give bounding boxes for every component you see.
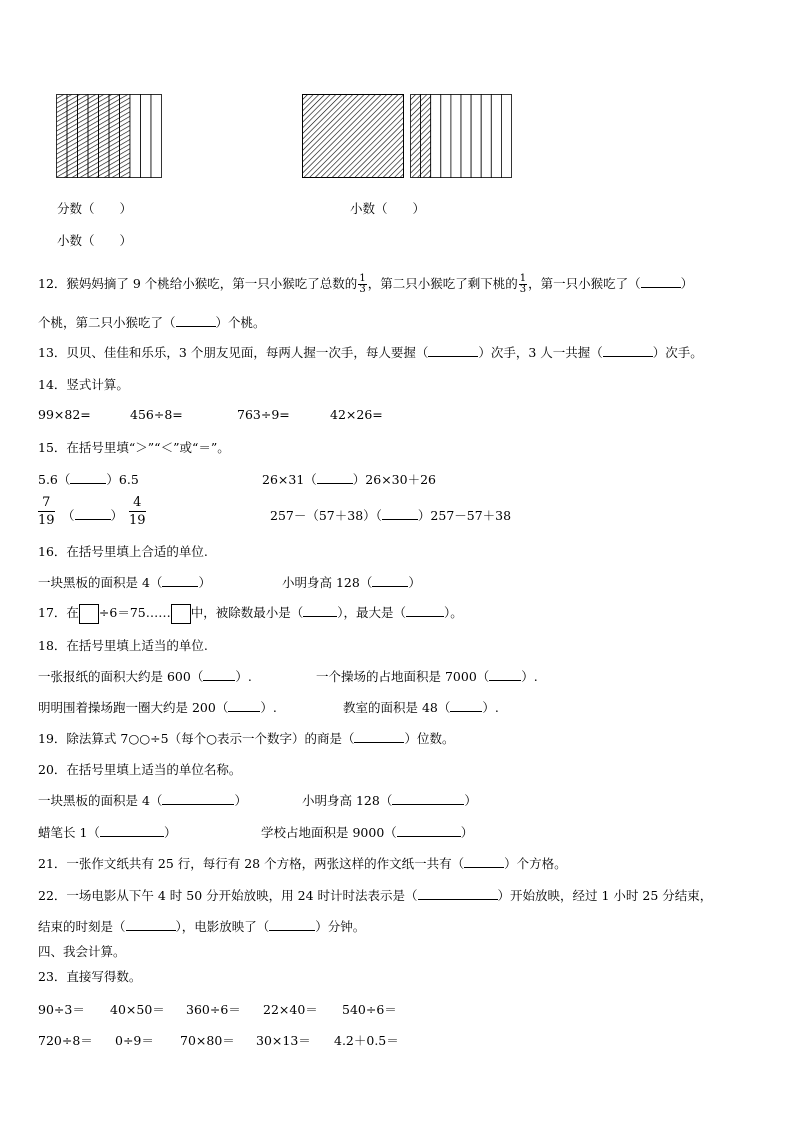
oral-calc-item: 40×50＝ xyxy=(110,1002,165,1017)
answer-blank[interactable] xyxy=(428,345,478,357)
calc-item: 99×82= xyxy=(38,407,91,422)
question-19: 19．除法算式 7○○÷5（每个○表示一个数字）的商是（ ）位数。 xyxy=(38,731,455,746)
oral-calc-item: 360÷6＝ xyxy=(186,1002,241,1017)
shaded-stripe xyxy=(120,95,131,178)
blank-stripe xyxy=(431,95,441,178)
compare-item: （ ） xyxy=(62,508,124,523)
shaded-stripe xyxy=(99,95,110,178)
oral-calc-item: 0÷9＝ xyxy=(115,1033,154,1048)
compare-item: 5.6（ ）6.5 xyxy=(38,472,139,487)
oral-calc-item: 4.2＋0.5＝ xyxy=(334,1033,399,1048)
fig2-decimal-label: 小数（ ） xyxy=(350,201,426,216)
shaded-whole-square xyxy=(303,95,404,178)
shaded-stripe xyxy=(411,95,421,178)
question-15-title: 15．在括号里填“＞”“＜”或“＝”。 xyxy=(38,440,230,455)
answer-blank[interactable] xyxy=(382,508,418,520)
answer-blank[interactable] xyxy=(418,888,498,900)
answer-blank[interactable] xyxy=(75,508,111,520)
answer-blank[interactable] xyxy=(203,669,235,681)
blank-stripe xyxy=(491,95,501,178)
question-22-line2: 结束的时刻是（ ），电影放映了（ ）分钟。 xyxy=(38,919,366,934)
answer-blank[interactable] xyxy=(406,605,444,617)
fraction-one-third: $\frac{1}{3}$ xyxy=(359,273,366,295)
compare-item: 257－（57＋38）（ ）257－57＋38 xyxy=(270,508,512,523)
fill-unit-item: 小明身高 128（ ） xyxy=(282,575,421,590)
blank-stripe xyxy=(130,95,141,178)
answer-blank[interactable] xyxy=(450,700,482,712)
fraction-4-19: $\frac{4}{19}$ xyxy=(129,495,146,528)
question-18-title: 18．在括号里填上适当的单位. xyxy=(38,638,208,653)
shaded-stripe xyxy=(78,95,89,178)
calc-item: 763÷9= xyxy=(237,407,290,422)
question-23-title: 23．直接写得数。 xyxy=(38,969,142,984)
answer-blank[interactable] xyxy=(392,793,464,805)
answer-blank[interactable] xyxy=(162,793,234,805)
calc-item: 456÷8= xyxy=(130,407,183,422)
question-12: 12．猴妈妈摘了 9 个桃给小猴吃，第一只小猴吃了总数的 $\frac{1}{3}$ ，第二只小猴吃了剩下桃的 $\frac{1}{3}$ ，第一只小猴吃了（ ） xyxy=(38,273,694,295)
shaded-stripe xyxy=(109,95,120,178)
blank-stripe xyxy=(151,95,162,178)
shaded-stripe xyxy=(88,95,99,178)
calc-item: 42×26= xyxy=(330,407,383,422)
blank-stripe xyxy=(461,95,471,178)
oral-calc-item: 540÷6＝ xyxy=(342,1002,397,1017)
fraction-strip-figure xyxy=(56,94,162,178)
answer-blank[interactable] xyxy=(489,669,521,681)
question-16-title: 16．在括号里填上合适的单位. xyxy=(38,544,208,559)
question-21: 21．一张作文纸共有 25 行，每行有 28 个方格，两张这样的作文纸一共有（ ）个方格。 xyxy=(38,856,567,871)
blank-stripe xyxy=(141,95,152,178)
decimal-strip-figure xyxy=(410,94,512,178)
fill-unit-item: 一块黑板的面积是 4（ ） xyxy=(38,793,247,808)
fill-unit-item: 教室的面积是 48（ ）. xyxy=(343,700,499,715)
answer-blank[interactable] xyxy=(603,345,653,357)
answer-blank[interactable] xyxy=(317,472,353,484)
blank-stripe xyxy=(471,95,481,178)
question-14-title: 14．竖式计算。 xyxy=(38,377,129,392)
answer-blank[interactable] xyxy=(641,276,681,288)
box-placeholder[interactable] xyxy=(171,604,191,624)
fill-unit-item: 明明围着操场跑一圈大约是 200（ ）. xyxy=(38,700,277,715)
fraction-7-19: $\frac{7}{19}$ xyxy=(38,495,55,528)
shaded-stripe xyxy=(57,95,68,178)
question-13: 13．贝贝、佳佳和乐乐，3 个朋友见面，每两人握一次手，每人要握（ ）次手，3 人一共握（ ）次手。 xyxy=(38,345,703,360)
answer-blank[interactable] xyxy=(228,700,260,712)
compare-item: 26×31（ ）26×30＋26 xyxy=(262,472,436,487)
decimal-square-figure xyxy=(302,94,408,178)
shaded-stripe xyxy=(67,95,78,178)
answer-blank[interactable] xyxy=(303,605,337,617)
blank-stripe xyxy=(481,95,491,178)
shaded-stripe xyxy=(421,95,431,178)
oral-calc-item: 720÷8＝ xyxy=(38,1033,93,1048)
answer-blank[interactable] xyxy=(397,825,461,837)
fig1-decimal-label: 小数（ ） xyxy=(57,233,133,248)
oral-calc-item: 70×80＝ xyxy=(180,1033,235,1048)
fig1-fraction-label: 分数（ ） xyxy=(57,201,133,216)
fill-unit-item: 学校占地面积是 9000（ ） xyxy=(261,825,474,840)
fill-unit-item: 一个操场的占地面积是 7000（ ）. xyxy=(316,669,538,684)
answer-blank[interactable] xyxy=(269,919,315,931)
fill-unit-item: 一张报纸的面积大约是 600（ ）. xyxy=(38,669,252,684)
answer-blank[interactable] xyxy=(162,575,198,587)
answer-blank[interactable] xyxy=(372,575,408,587)
answer-blank[interactable] xyxy=(70,472,106,484)
section-heading: 四、我会计算。 xyxy=(38,944,126,959)
question-22: 22．一场电影从下午 4 时 50 分开始放映，用 24 时计时法表示是（ ）开始放映，经过 1 小时 25 分结束， xyxy=(38,888,713,903)
fill-unit-item: 蜡笔长 1（ ） xyxy=(38,825,177,840)
answer-blank[interactable] xyxy=(354,731,404,743)
blank-stripe xyxy=(451,95,461,178)
fill-unit-item: 一块黑板的面积是 4（ ） xyxy=(38,575,211,590)
fill-unit-item: 小明身高 128（ ） xyxy=(302,793,477,808)
answer-blank[interactable] xyxy=(464,856,504,868)
answer-blank[interactable] xyxy=(100,825,164,837)
blank-stripe xyxy=(501,95,511,178)
fraction-one-third: $\frac{1}{3}$ xyxy=(519,273,527,295)
oral-calc-item: 30×13＝ xyxy=(256,1033,311,1048)
oral-calc-item: 22×40＝ xyxy=(263,1002,318,1017)
blank-stripe xyxy=(441,95,451,178)
box-placeholder[interactable] xyxy=(79,604,99,624)
question-12-line2: 个桃，第二只小猴吃了（ ）个桃。 xyxy=(38,315,266,330)
question-20-title: 20．在括号里填上适当的单位名称。 xyxy=(38,762,242,777)
answer-blank[interactable] xyxy=(126,919,176,931)
answer-blank[interactable] xyxy=(176,315,216,327)
question-17: 17．在 ÷6＝75…… 中，被除数最小是（ ），最大是（ ）。 xyxy=(38,603,463,624)
oral-calc-item: 90÷3＝ xyxy=(38,1002,85,1017)
